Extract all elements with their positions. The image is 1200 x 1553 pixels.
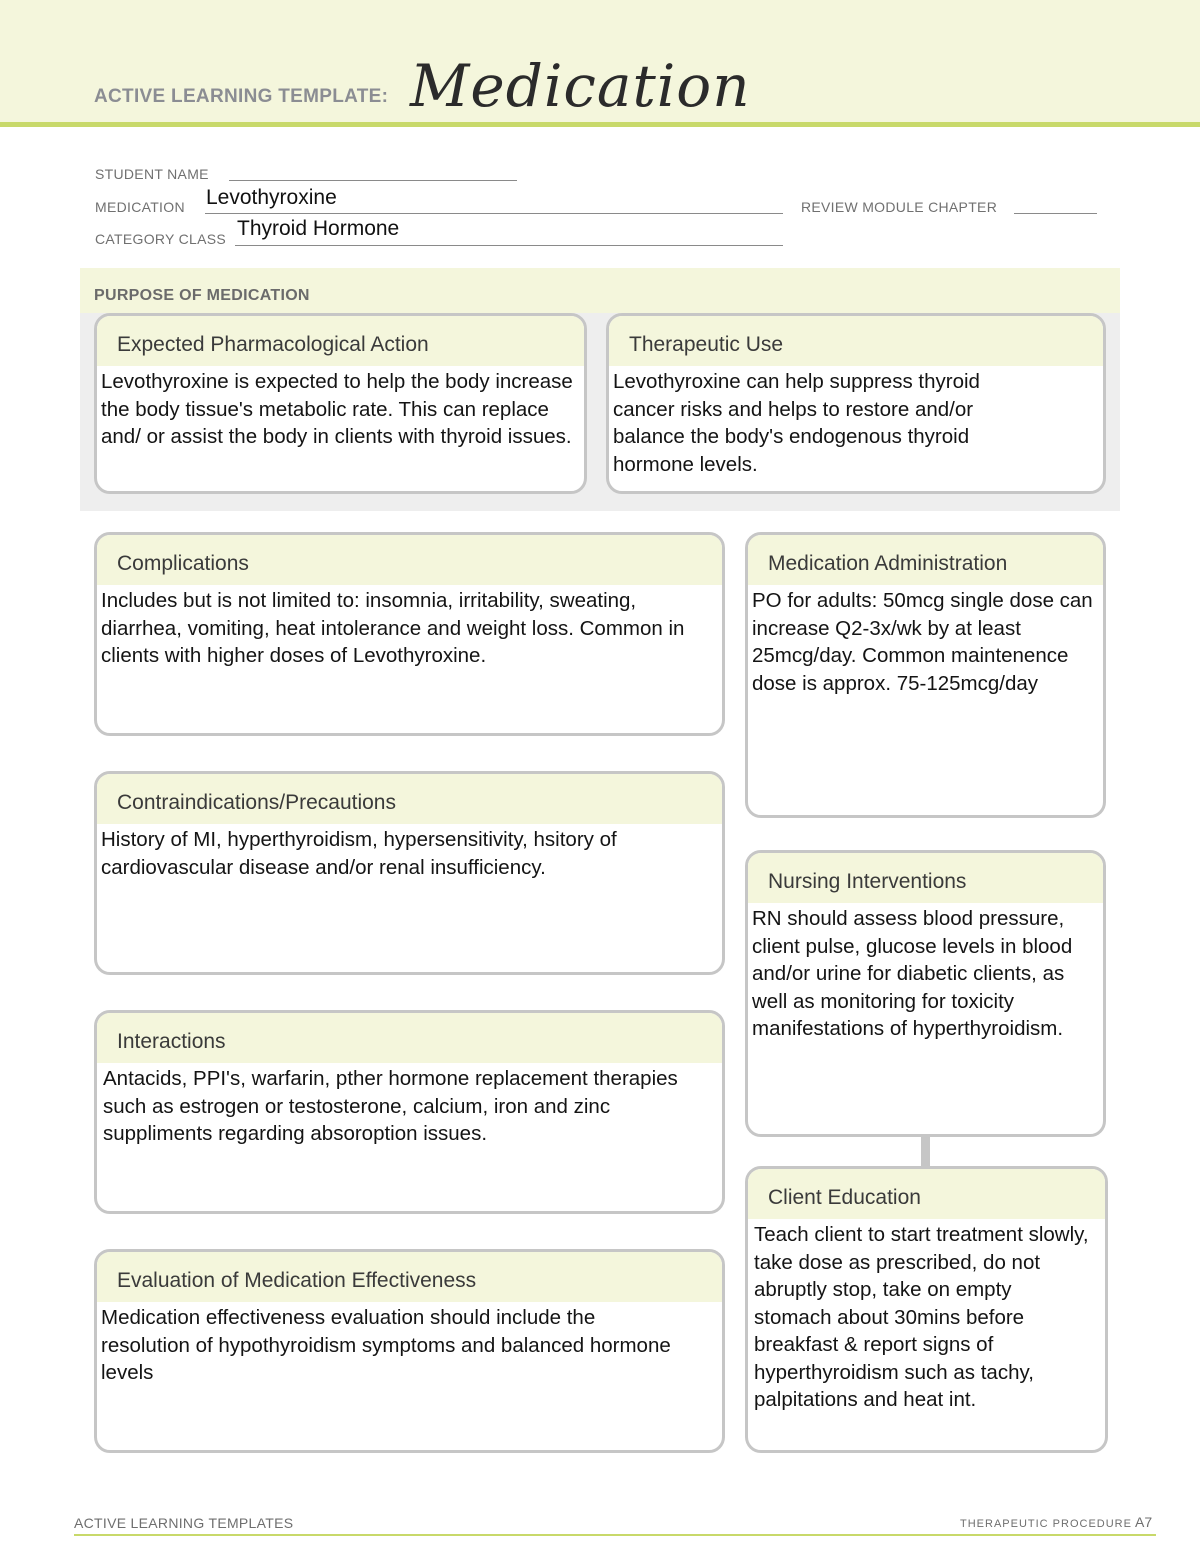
client-education-title: Client Education (748, 1169, 1105, 1219)
footer-label: ACTIVE LEARNING TEMPLATES (74, 1515, 294, 1531)
page-number: A7 (1135, 1514, 1153, 1530)
therapeutic-use-text[interactable]: Levothyroxine can help suppress thyroid cancer risks and helps to restore and/or balance the body's endogenous thyroid hormone levels. (613, 370, 980, 476)
review-module-label: REVIEW MODULE CHAPTER (801, 199, 998, 215)
evaluation-title: Evaluation of Medication Effectiveness (97, 1252, 722, 1302)
evaluation-text[interactable]: Medication effectiveness evaluation should include the resolution of hypothyroidism symptoms and balanced hormone levels (101, 1306, 671, 1384)
header-rule (0, 122, 1200, 127)
review-module-field[interactable] (1014, 213, 1097, 214)
interactions-title: Interactions (97, 1013, 722, 1063)
administration-text[interactable]: PO for adults: 50mcg single dose can increase Q2-3x/wk by at least 25mcg/day. Common maintenence dose is approx. 75-125mcg/day (752, 589, 1093, 695)
interactions-text[interactable]: Antacids, PPI's, warfarin, pther hormone replacement therapies such as estrogen or testosterone, calcium, iron and zinc suppliments regarding absoroption issues. (103, 1067, 678, 1145)
therapeutic-use-box (606, 313, 1106, 494)
footer-section: THERAPEUTIC PROCEDURE (960, 1518, 1132, 1530)
contraindications-text[interactable]: History of MI, hyperthyroidism, hypersensitivity, hsitory of cardiovascular disease and/or renal insufficiency. (101, 828, 617, 879)
nursing-interventions-title: Nursing Interventions (748, 853, 1103, 903)
section-connector (921, 1136, 930, 1166)
footer-rule (74, 1534, 1156, 1536)
therapeutic-use-title: Therapeutic Use (609, 316, 1103, 366)
student-name-label: STUDENT NAME (95, 166, 209, 182)
client-education-box (745, 1166, 1108, 1453)
administration-box (745, 532, 1106, 818)
client-education-text[interactable]: Teach client to start treatment slowly, take dose as prescribed, do not abruptly stop, take on empty stomach about 30mins before breakfast & report signs of hyperthyroidism such as tachy, palpitations and heat int. (754, 1223, 1089, 1411)
expected-action-text[interactable]: Levothyroxine is expected to help the body increase the body tissue's metabolic rate. This can replace and/ or assist the body in clients with thyroid issues. (101, 370, 573, 448)
complications-box (94, 532, 725, 736)
complications-text[interactable]: Includes but is not limited to: insomnia, irritability, sweating, diarrhea, vomiting, heat intolerance and weight loss. Common in clients with higher doses of Levothyroxine. (101, 589, 685, 667)
medication-label: MEDICATION (95, 199, 185, 215)
category-class-field-line (235, 245, 783, 246)
expected-action-title: Expected Pharmacological Action (97, 316, 584, 366)
expected-action-box (94, 313, 587, 494)
administration-title: Medication Administration (748, 535, 1103, 585)
contraindications-box (94, 771, 725, 975)
evaluation-box (94, 1249, 725, 1453)
student-name-field[interactable] (229, 180, 517, 181)
nursing-interventions-text[interactable]: RN should assess blood pressure, client pulse, glucose levels in blood and/or urine for diabetic clients, as well as monitoring for toxicity manifestations of hyperthyroidism. (752, 907, 1073, 1040)
nursing-interventions-box (745, 850, 1106, 1137)
purpose-label: PURPOSE OF MEDICATION (94, 287, 310, 304)
complications-title: Complications (97, 535, 722, 585)
category-class-label: CATEGORY CLASS (95, 231, 227, 247)
medication-field[interactable]: Levothyroxine (206, 186, 337, 209)
template-label: ACTIVE LEARNING TEMPLATE: (94, 86, 389, 107)
page-title: Medication (410, 52, 751, 120)
interactions-box (94, 1010, 725, 1214)
medication-field-line (205, 213, 783, 214)
category-class-field[interactable]: Thyroid Hormone (237, 217, 400, 240)
contraindications-title: Contraindications/Precautions (97, 774, 722, 824)
